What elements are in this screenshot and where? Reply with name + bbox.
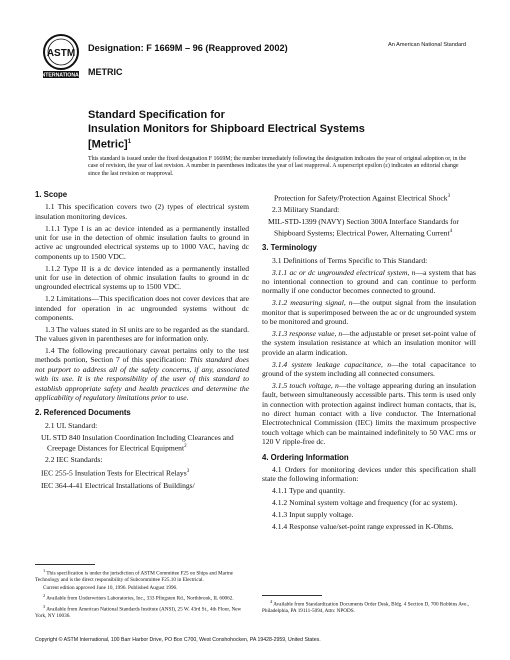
footnote-1: $^1$ This specification is under the jurisdiction of ASTM Committee F25 on Ships and Marine Technology and is the direct responsibility of Subcommittee F25.10 in Electrical. bbox=[35, 568, 233, 584]
para-4-1-2: 4.1.2 Nominal system voltage and frequency (for ac system). bbox=[272, 497, 458, 507]
para-4-1: 4.1 Orders for monitoring devices under this specification shall state the following information: bbox=[262, 464, 476, 484]
document-title bbox=[88, 109, 365, 152]
right-column bbox=[262, 192, 476, 533]
para-3-1-5: 3.1.5 touch voltage, n—the voltage appearing during an insulation fault, between simultaneously accessible parts. This term is used only in connection with protection against indirect human contacts, that is, no direct human contact with a live conductor. The International Electrotechnical Commission (IEC) limits the maximum prospective touch voltage which can be maintained indefinitely to 50 VAC rms or 120 V ripple-free dc. bbox=[262, 380, 476, 447]
title-line-2: Insulation Monitors for Shipboard Electrical Systems bbox=[88, 122, 365, 135]
footnotes-left bbox=[35, 568, 249, 621]
astm-logo bbox=[40, 33, 82, 79]
para-1-1-1: 1.1.1 Type I is an ac device intended as a permanently installed unit for use in the detection of ohmic insulation faults to ground in active ac ungrounded electrical systems up to 1000 VAC, having dc components up to 1500 VDC. bbox=[35, 223, 249, 261]
ref-iec-364: IEC 364-4-41 Electrical Installations of Buildings/ bbox=[41, 480, 195, 490]
ref-iec-364-cont: Protection for Safety/Protection Against Electrical Shock$^3$ bbox=[274, 193, 451, 203]
designation: Designation: F 1669M – 96 (Reapproved 2002) bbox=[88, 43, 288, 53]
copyright-footer: Copyright © ASTM International, 100 Barr Harbor Drive, PO Box C700, West Conshohocken, PA 19428-2959, United States. bbox=[35, 637, 321, 643]
para-1-2: 1.2 Limitations—This specification does not cover devices that are intended for operation in ac ungrounded systems without dc components. bbox=[35, 294, 249, 323]
section-1-heading: 1. Scope bbox=[35, 190, 68, 199]
para-2-2: 2.2 IEC Standards: bbox=[45, 455, 103, 465]
astm-logo-icon bbox=[40, 33, 82, 79]
ref-iec-255-5: IEC 255-5 Insulation Tests for Electrical Relays$^3$ bbox=[41, 468, 190, 478]
svg-text:ASTM: ASTM bbox=[46, 48, 76, 59]
para-1-1-2: 1.1.2 Type II is a dc device intended as a permanently installed unit for use in detection of ohmic insulation faults to ground in dc ungrounded electrical systems up to 1500 VDC. bbox=[35, 263, 249, 292]
title-line-3: [Metric]$^1$ bbox=[88, 138, 132, 151]
para-1-4: 1.4 The following precautionary caveat pertains only to the test methods portion, Section 7 of this specification: This standard does not purport to address all of the safety concerns, if any, associated with its use. It is the responsibility of the user of this standard to establish appropriate safety and health practices and determine the applicability of regulatory limitations prior to use. bbox=[35, 346, 249, 403]
footnotes-right bbox=[262, 599, 476, 616]
section-2-heading: 2. Referenced Documents bbox=[35, 408, 131, 418]
para-4-1-1: 4.1.1 Type and quantity. bbox=[272, 486, 346, 496]
issuance-note: This standard is issued under the fixed designation F 1669M; the number immediately following the designation indicates the year of original adoption or, in the case of revision, the year of last revision. A number in parentheses indicates the year of last reapproval. A superscript epsilon (ε) indicates an editorial change since the last revision or reapproval. bbox=[88, 156, 467, 177]
footnote-1-b: Current edition approved June 10, 1996. Published August 1996. bbox=[43, 585, 178, 592]
publisher-note: An American National Standard bbox=[388, 42, 467, 48]
para-3-1-4: 3.1.4 system leakage capacitance, n—the total capacitance to ground of the system including all connected consumers. bbox=[262, 359, 476, 378]
para-4-1-3: 4.1.3 Input supply voltage. bbox=[272, 509, 354, 519]
footnote-3: $^3$ Available from American National Standards Institute (ANSI), 25 W. 43rd St., 4th Floor, New York, NY 10036. bbox=[35, 604, 242, 620]
para-1-1: 1.1 This specification covers two (2) types of electrical system insulation monitoring devices. bbox=[35, 202, 249, 221]
para-3-1-2: 3.1.2 measuring signal, n—the output signal from the insulation monitor that is superimposed between the ac or dc ungrounded system to be monitored and ground. bbox=[262, 298, 476, 327]
title-line-1: Standard Specification for bbox=[88, 109, 225, 121]
para-2-3: 2.3 Military Standard: bbox=[272, 205, 340, 215]
svg-text:INTERNATIONAL: INTERNATIONAL bbox=[40, 72, 82, 79]
para-4-1-4: 4.1.4 Response value/set-point range expressed in K-Ohms. bbox=[272, 521, 454, 531]
para-3-1: 3.1 Definitions of Terms Specific to This Standard: bbox=[272, 255, 428, 265]
para-3-1-1: 3.1.1 ac or dc ungrounded electrical system, n—a system that has no intentional connection to ground and can continue to perform normally if one conductor becomes connected to ground. bbox=[262, 267, 476, 296]
footnote-divider-right bbox=[262, 595, 322, 596]
footnote-2: $^2$ Available from Underwriters Laboratories, Inc., 333 Pfingsten Rd., Northbrook, IL 60062. bbox=[43, 593, 234, 602]
footnote-4: $^4$ Available from Standardization Documents Order Desk, Bldg. 4 Section D, 700 Robbins Ave., Philadelphia, PA 19111-5094, Attn: NPODS. bbox=[262, 599, 470, 615]
section-4-heading: 4. Ordering Information bbox=[262, 452, 349, 462]
footnote-divider-left bbox=[35, 564, 95, 565]
ref-mil-std-1399: MIL-STD-1399 (NAVY) Section 300A Interface Standards for Shipboard Systems; Electrical Power, Alternating Current$^4$ bbox=[268, 217, 459, 238]
para-1-3: 1.3 The values stated in SI units are to be regarded as the standard. The values given in parentheses are for information only. bbox=[35, 324, 249, 344]
metric-label: METRIC bbox=[88, 67, 123, 77]
para-3-1-3: 3.1.3 response value, n—the adjustable or preset set-point value of the system insulation resistance at which an insulation monitor will provide an alarm indication. bbox=[262, 328, 476, 357]
ref-ul-840: UL STD 840 Insulation Coordination Including Clearances and Creepage Distances for Electrical Equipment$^2$ bbox=[41, 432, 234, 453]
section-3-heading: 3. Terminology bbox=[262, 243, 317, 253]
left-column bbox=[35, 190, 249, 492]
para-2-1: 2.1 UL Standard: bbox=[45, 420, 98, 430]
